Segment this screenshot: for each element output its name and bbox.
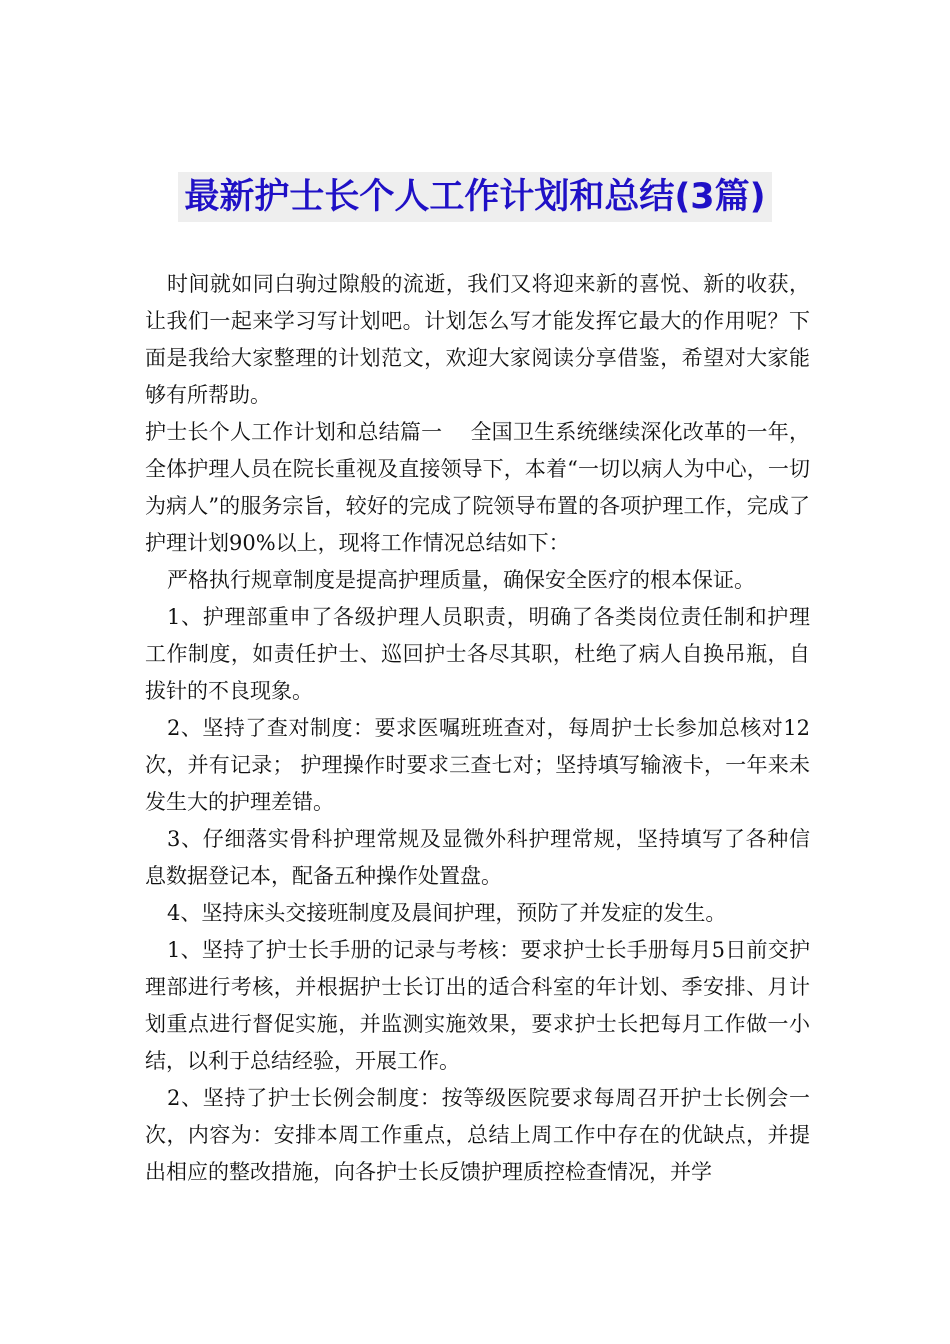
paragraph-item-2: 2、坚持了查对制度：要求医嘱班班查对，每周护士长参加总核对12次，并有记录； 护理操作时要求三查七对；坚持填写输液卡，一年来未发生大的护理差错。 <box>145 716 810 814</box>
title-container <box>0 172 950 222</box>
paragraph-item-5: 1、坚持了护士长手册的记录与考核：要求护士长手册每月5日前交护理部进行考核，并根据护士长订出的适合科室的年计划、季安排、月计划重点进行督促实施，并监测实施效果，要求护士长把每月工作做一小结，以利于总结经验，开展工作。 <box>145 938 810 1073</box>
paragraph-item-3: 3、仔细落实骨科护理常规及显微外科护理常规，坚持填写了各种信息数据登记本，配备五种操作处置盘。 <box>145 827 810 888</box>
paragraph-intro: 时间就如同白驹过隙般的流逝，我们又将迎来新的喜悦、新的收获，让我们一起来学习写计划吧。计划怎么写才能发挥它最大的作用呢？下面是我给大家整理的计划范文，欢迎大家阅读分享借鉴，希望对大家能够有所帮助。 <box>145 272 810 407</box>
paragraph-item-4: 4、坚持床头交接班制度及晨间护理，预防了并发症的发生。 <box>167 901 727 925</box>
paragraph-rules: 严格执行规章制度是提高护理质量，确保安全医疗的根本保证。 <box>167 568 755 592</box>
paragraph-item-1: 1、护理部重申了各级护理人员职责，明确了各类岗位责任制和护理工作制度，如责任护士、巡回护士各尽其职，杜绝了病人自换吊瓶，自拔针的不良现象。 <box>145 605 810 703</box>
paragraph-section-one: 护士长个人工作计划和总结篇一 全国卫生系统继续深化改革的一年，全体护理人员在院长重视及直接领导下，本着“一切以病人为中心，一切为病人”的服务宗旨，较好的完成了院领导布置的各项护理工作，完成了护理计划90%以上，现将工作情况总结如下： <box>145 420 810 555</box>
document-body <box>145 266 810 1191</box>
paragraph-item-6: 2、坚持了护士长例会制度：按等级医院要求每周召开护士长例会一次，内容为：安排本周工作重点，总结上周工作中存在的优缺点，并提出相应的整改措施，向各护士长反馈护理质控检查情况，并学 <box>145 1086 810 1184</box>
document-title: 最新护士长个人工作计划和总结(3篇) <box>178 172 771 222</box>
